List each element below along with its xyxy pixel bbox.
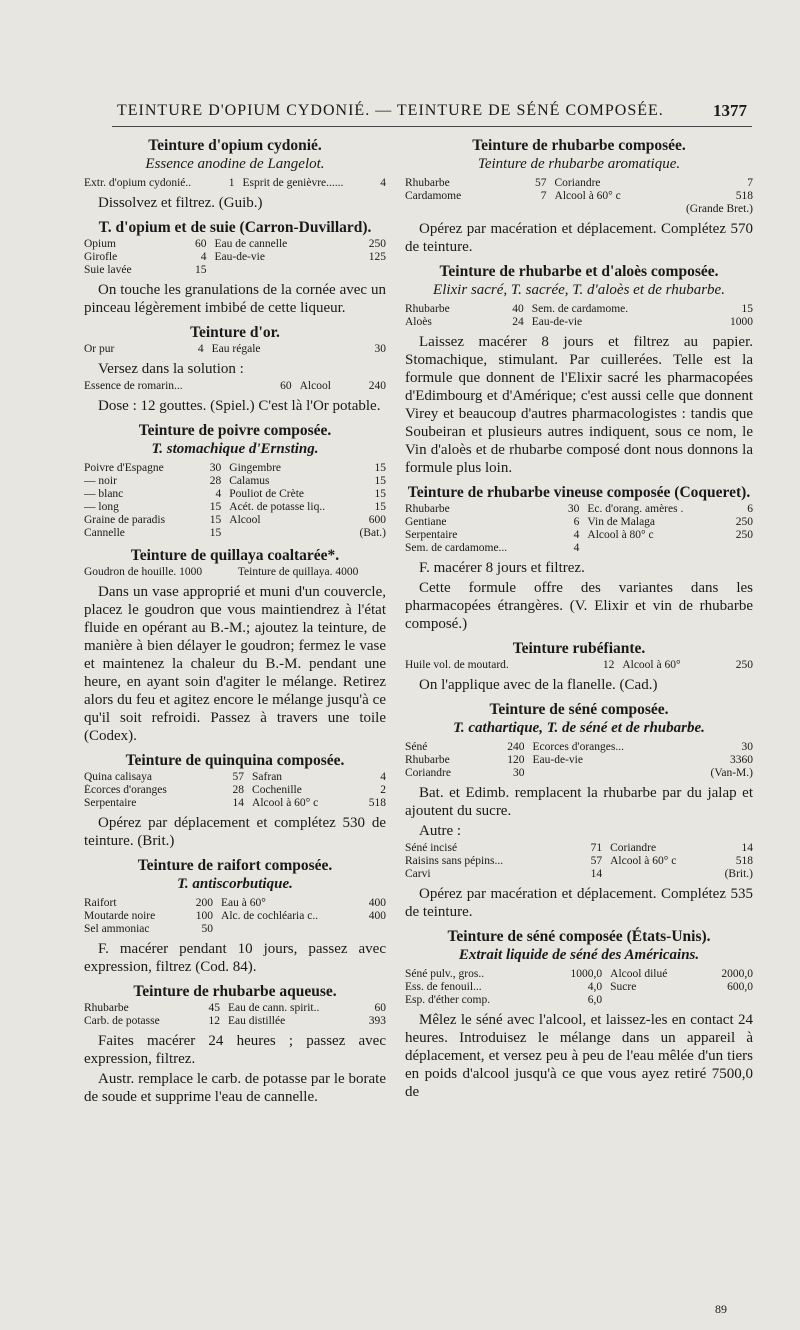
ingredient-quantity: (Grande Bret.) [685,203,753,215]
ingredient-table [84,566,386,579]
ingredient-table [84,238,386,277]
section-poivre [84,422,386,540]
ingredient-table [405,177,753,216]
ingredient-quantity: 400 [368,897,386,909]
running-title: TEINTURE D'OPIUM CYDONIÉ. — TEINTURE DE SÉNÉ COMPOSÉE. [117,102,664,119]
ingredient-name: Rhubarbe [84,1002,129,1014]
section-title: Teinture de rhubarbe composée. [472,137,686,154]
ingredient-quantity: 28 [209,475,222,487]
ingredient-quantity: 15 [741,303,753,315]
ingredient-row [405,303,753,316]
ingredient-row [84,784,386,797]
section-rhubarbe-aqueuse [84,983,386,1106]
ingredient-quantity: 45 [208,1002,221,1014]
ingredient-quantity: 60 [280,380,292,392]
ingredient-quantity: 30 [209,462,222,474]
instruction-text: Dose : 12 gouttes. (Spiel.) C'est là l'Or potable. [98,398,381,414]
ingredient-quantity: 518 [735,855,753,867]
ingredient-name: Alcool à 60° [622,659,681,671]
ingredient-name: Sucre [610,981,637,993]
ingredient-name [610,994,721,1007]
ingredient-name: Extr. d'opium cydonié.. [84,177,192,189]
ingredient-name: Goudron de houille. 1000 [84,566,203,578]
ingredient-name: Graine de paradis [84,514,166,526]
ingredient-name: Rhubarbe [405,303,450,315]
ingredient-table [405,303,753,329]
ingredient-quantity: 4 [215,488,222,500]
ingredient-name: Carb. de potasse [84,1015,160,1027]
instruction-text: Dans un vase approprié et muni d'un couvercle, placez le goudron que vous maintiendrez à l'état fluide en opérant au B.-M.; ajoutez la teinture, de manière à bien délayer le goudron; fermez le vase et maintenez la chaleur du B.-M. pendant une heure, en ayant soin d'agiter le mélange. Retirez alors du feu et agitez encore le mélange jusqu'à ce qu'il soit refroidi. Passez à travers une toile (Codex). [84,584,386,744]
ingredient-name: Cochenille [252,784,302,796]
ingredient-quantity [358,566,386,579]
ingredient-quantity: 4 [573,529,580,541]
ingredient-name: Ec. d'orang. amères . [587,503,684,515]
section-subtitle: T. stomachique d'Ernsting. [151,441,319,457]
section-title: Teinture d'or. [190,324,280,341]
ingredient-name: Gentiane [405,516,447,528]
ingredient-name: Alcool à 60° c [610,855,677,867]
ingredient-row [84,238,386,251]
instruction-text: Mêlez le séné avec l'alcool, et laissez-les en contact 24 heures. Introduisez le mélange dans un appareil à déplacement, et versez peu à peu de l'eau mêlée d'un tiers en poids d'alcool jusqu'à ce que vous ayez retiré 7500,0 de [405,1012,753,1100]
ingredient-quantity [356,264,386,277]
ingredient-quantity: 1 [228,177,235,189]
section-title: Teinture de séné composée. [489,701,669,718]
ingredient-quantity: 57 [590,855,603,867]
section-title: Teinture de rhubarbe vineuse composée (Coqueret). [407,484,751,501]
ingredient-quantity: 125 [368,251,386,263]
ingredient-quantity: (Brit.) [724,868,753,880]
instruction-text: Laissez macérer 8 jours et filtrez au papier. Stomachique, stimulant. Par cuillerées. Telle est la formule que donnent de l'Elixir sacré les pharmacopées d'Edimbourg et d'Amérique; c'est aussi celle que donnent Virey et beaucoup d'autres pharmacologistes : tandis que Soubeiran et plusieurs autres indiquent, sous ce nom, le Vin d'aloès et de rhubarbe composé dont nous donnons la formule plus loin. [405,334,753,476]
ingredient-row [84,1015,386,1028]
ingredient-quantity [723,542,753,555]
ingredient-name: Eau-de-vie [214,251,265,263]
ingredient-name [532,767,710,780]
ingredient-quantity: 15 [374,462,386,474]
ingredient-name: Eau distillée [228,1015,286,1027]
ingredient-name: Alcool à 60° c [252,797,319,809]
section-title: T. d'opium et de suie (Carron-Duvillard). [98,219,372,236]
ingredient-row [84,501,386,514]
ingredient-name: Huile vol. de moutard. [405,659,509,671]
instruction-text: F. macérer 8 jours et filtrez. [419,560,585,576]
instruction-text: Faites macérer 24 heures ; passez avec expression, filtrez. [84,1033,386,1067]
ingredient-quantity: 14 [590,868,603,880]
ingredient-quantity: 57 [232,771,245,783]
page-header [112,100,752,127]
ingredient-quantity: 14 [741,842,753,854]
ingredient-name: Cannelle [84,527,125,539]
ingredient-table [405,741,753,780]
section-title: Teinture d'opium cydonié. [148,137,322,154]
ingredient-name: Coriandre [610,842,657,854]
ingredient-quantity: 400 [368,910,386,922]
ingredient-name: Alcool à 60° c [554,190,621,202]
ingredient-row [405,968,753,981]
ingredient-table [84,462,386,540]
ingredient-row [84,462,386,475]
section-title: Teinture de rhubarbe aqueuse. [133,983,337,1000]
ingredient-name [221,923,356,936]
ingredient-name: Rhubarbe [405,177,450,189]
ingredient-name: Esp. d'éther comp. [405,994,491,1006]
ingredient-quantity: 6 [573,516,580,528]
ingredient-quantity: 24 [512,316,524,328]
ingredient-row [84,910,386,923]
ingredient-name [610,868,723,881]
ingredient-name: Alc. de cochléaria c.. [221,910,319,922]
ingredient-quantity: (Bat.) [359,527,386,539]
ingredient-name: Teinture de quillaya. 4000 [237,566,359,578]
ingredient-quantity: 28 [232,784,245,796]
ingredient-quantity: 12 [602,659,615,671]
ingredient-row [405,842,753,855]
ingredient-quantity: 518 [368,797,386,809]
ingredient-quantity: 57 [535,177,547,189]
ingredient-name: Girofle [84,251,118,263]
ingredient-quantity: 4 [200,251,207,263]
ingredient-row [405,516,753,529]
instruction-text: Autre : [419,823,462,839]
ingredient-name: Essence de romarin... [84,380,183,392]
ingredient-row [84,264,386,277]
ingredient-quantity: 2000,0 [721,968,753,980]
section-raifort [84,857,386,976]
ingredient-name: Eau de cann. spirit.. [228,1002,320,1014]
ingredient-table [84,1002,386,1028]
ingredient-name [214,264,356,277]
ingredient-quantity: (Van-M.) [710,767,753,779]
ingredient-name: Sel ammoniac [84,923,150,935]
ingredient-quantity: 4 [380,177,386,189]
ingredient-quantity: 1000,0 [570,968,603,980]
section-sene-composee [405,701,753,921]
ingredient-name: Écorces d'oranges [84,784,167,796]
ingredient-table [405,968,753,1007]
section-quinquina [84,752,386,850]
ingredient-row [84,380,386,393]
ingredient-name: Gingembre [229,462,281,474]
section-opium-cydonie [84,137,386,212]
ingredient-row [84,771,386,784]
ingredient-quantity: 15 [374,475,386,487]
ingredient-name: — noir [84,475,117,487]
ingredient-name: Cardamome [405,190,462,202]
ingredient-name: Suie lavée [84,264,132,276]
ingredient-quantity: 240 [368,380,386,392]
section-title: Teinture de poivre composée. [138,422,332,439]
ingredient-row [84,343,386,356]
ingredient-name: Eau-de-vie [532,754,583,766]
section-rhubarbe-aloes [405,263,753,477]
ingredient-name: Sem. de cardamome... [405,542,508,554]
ingredient-name: — blanc [84,488,124,500]
ingredient-table [405,503,753,555]
ingredient-name: Alcool [299,380,331,392]
section-sene-etats-unis [405,928,753,1101]
ingredient-quantity: 250 [735,659,753,671]
ingredient-name: Rhubarbe [405,503,450,515]
ingredient-name: Séné [405,741,428,753]
ingredient-table [84,343,386,356]
ingredient-quantity: 14 [232,797,245,809]
ingredient-quantity: 100 [195,910,214,922]
instruction-text: Dissolvez et filtrez. (Guib.) [98,195,263,211]
instruction-text: Versez dans la solution : [98,361,244,377]
ingredient-table [84,177,386,190]
ingredient-row [84,514,386,527]
ingredient-quantity: 30 [567,503,580,515]
ingredient-name: Coriandre [405,767,451,779]
section-subtitle: Teinture de rhubarbe aromatique. [477,156,681,172]
ingredient-name: Moutarde noire [84,910,156,922]
section-opium-suie [84,219,386,317]
section-rhubarbe-composee [405,137,753,256]
ingredient-name: Acét. de potasse liq.. [229,501,326,513]
ingredient-name: Alcool [229,514,261,526]
ingredient-row [84,251,386,264]
ingredient-name: Quina calisaya [84,771,153,783]
ingredient-name: Calamus [229,475,270,487]
ingredient-name [405,203,517,216]
ingredient-name: Sem. de cardamome. [531,303,629,315]
ingredient-name: Poivre d'Espagne [84,462,164,474]
ingredient-quantity: 15 [209,514,222,526]
section-title: Teinture de raifort composée. [137,857,333,874]
instruction-text: Opérez par macération et déplacement. Complétez 570 de teinture. [405,221,753,255]
ingredient-name: Raisins sans pépins... [405,855,504,867]
ingredient-row [84,177,386,190]
ingredient-quantity: 15 [209,501,222,513]
section-or [84,324,386,415]
ingredient-quantity: 60 [194,238,207,250]
ingredient-quantity: 4,0 [587,981,603,993]
section-title: Teinture de quinquina composée. [125,752,345,769]
ingredient-quantity: 40 [512,303,524,315]
ingredient-row [405,542,753,555]
section-quillaya [84,547,386,745]
instruction-text: Opérez par déplacement et complétez 530 de teinture. (Brit.) [84,815,386,849]
ingredient-row [405,855,753,868]
ingredient-name: Raifort [84,897,117,909]
ingredient-table [84,771,386,810]
ingredient-row [405,981,753,994]
ingredient-quantity [517,203,555,216]
ingredient-quantity: 4 [197,343,204,355]
instruction-text: On touche les granulations de la cornée avec un pinceau légèrement imbibé de cette liqueur. [84,282,386,316]
ingredient-table [405,842,753,881]
ingredient-name: Eau de cannelle [214,238,288,250]
ingredient-quantity: 15 [374,501,386,513]
section-subtitle: Elixir sacré, T. sacrée, T. d'aloès et de rhubarbe. [433,282,725,298]
page-number: 1377 [713,101,747,120]
ingredient-quantity [721,994,753,1007]
ingredient-name: Alcool à 80° c [587,529,654,541]
ingredient-quantity: 12 [208,1015,221,1027]
ingredient-quantity: 30 [374,343,386,355]
ingredient-quantity: 50 [201,923,214,935]
right-column [405,130,753,1103]
instruction-text: Cette formule offre des variantes dans les pharmacopées étrangères. (V. Elixir et vin de rhubarbe composé.) [405,580,753,632]
ingredient-name: Coriandre [554,177,601,189]
ingredient-row [84,897,386,910]
ingredient-name: Pouliot de Crète [229,488,305,500]
ingredient-name: Opium [84,238,116,250]
ingredient-name: Esprit de genièvre...... [242,177,344,189]
ingredient-quantity: 4 [380,771,386,783]
left-column [84,130,386,1108]
ingredient-quantity: 393 [368,1015,386,1027]
section-subtitle: Extrait liquide de séné des Américains. [458,947,700,963]
section-subtitle: T. cathartique, T. de séné et de rhubarbe. [453,720,705,736]
ingredient-row [84,923,386,936]
signature-mark: 89 [715,1302,727,1316]
ingredient-quantity: 120 [507,754,525,766]
ingredient-table [84,380,386,393]
section-title: Teinture de quillaya coaltarée*. [130,547,340,564]
ingredient-name: Eau à 60° [221,897,266,909]
ingredient-row [84,488,386,501]
ingredient-quantity: 250 [735,529,753,541]
ingredient-name: Ecorces d'oranges... [532,741,624,753]
ingredient-quantity: 6,0 [587,994,603,1006]
ingredient-quantity: 7 [747,177,753,189]
section-title: Teinture de séné composée (États-Unis). [447,928,711,945]
instruction-text: Opérez par macération et déplacement. Complétez 535 de teinture. [405,886,753,920]
ingredient-quantity: 71 [590,842,603,854]
ingredient-row [405,203,753,216]
ingredient-quantity: 30 [741,741,753,753]
section-rhubarbe-vineuse [405,484,753,633]
instruction-text: Austr. remplace le carb. de potasse par le borate de soude et supprime l'eau de cannelle. [84,1071,386,1105]
ingredient-quantity: 240 [507,741,525,753]
ingredient-row [405,659,753,672]
ingredient-quantity: 15 [374,488,386,500]
ingredient-name: Or pur [84,343,115,355]
ingredient-row [405,190,753,203]
ingredient-quantity: 1000 [730,316,753,328]
ingredient-name: Rhubarbe [405,754,450,766]
ingredient-row [84,797,386,810]
ingredient-quantity: 200 [195,897,214,909]
instruction-text: Bat. et Edimb. remplacent la rhubarbe par du jalap et ajoutent du sucre. [405,785,753,819]
ingredient-row [84,527,386,540]
section-title: Teinture rubéfiante. [512,640,646,657]
ingredient-quantity: 600,0 [727,981,753,993]
ingredient-quantity: 250 [368,238,386,250]
ingredient-name: Safran [252,771,283,783]
ingredient-name: Serpentaire [84,797,137,809]
ingredient-name: Carvi [405,868,431,880]
ingredient-row [405,741,753,754]
section-subtitle: Essence anodine de Langelot. [145,156,325,172]
ingredient-quantity: 600 [368,514,386,526]
ingredient-table [84,897,386,936]
ingredient-quantity: 4 [573,542,580,554]
ingredient-quantity: 2 [380,784,386,796]
ingredient-name: Ess. de fenouil... [405,981,482,993]
ingredient-quantity: 518 [735,190,753,202]
ingredient-quantity: 6 [747,503,753,515]
ingredient-quantity: 15 [194,264,207,276]
ingredient-quantity: 7 [540,190,547,202]
ingredient-row [405,754,753,767]
ingredient-row [405,177,753,190]
ingredient-quantity: 250 [735,516,753,528]
ingredient-row [405,529,753,542]
ingredient-row [405,994,753,1007]
ingredient-quantity: 60 [374,1002,386,1014]
ingredient-quantity [202,566,238,579]
ingredient-row [405,503,753,516]
ingredient-name [587,542,723,555]
ingredient-name: Alcool dilué [610,968,668,980]
ingredient-name: Vin de Malaga [587,516,656,528]
ingredient-name: Aloès [405,316,432,328]
ingredient-name: Serpentaire [405,529,458,541]
ingredient-name: Eau-de-vie [531,316,583,328]
ingredient-quantity: 30 [512,767,525,779]
instruction-text: On l'applique avec de la flanelle. (Cad.) [419,677,658,693]
ingredient-row [84,475,386,488]
ingredient-table [405,659,753,672]
section-title: Teinture de rhubarbe et d'aloès composée. [439,263,719,280]
section-subtitle: T. antiscorbutique. [177,876,293,892]
ingredient-name: Séné incisé [405,842,458,854]
ingredient-row [84,1002,386,1015]
ingredient-row [405,767,753,780]
ingredient-row [405,316,753,329]
ingredient-quantity: 15 [209,527,222,539]
ingredient-row [84,566,386,579]
ingredient-row [405,868,753,881]
section-rubefiante [405,640,753,694]
instruction-text: F. macérer pendant 10 jours, passez avec expression, filtrez (Cod. 84). [84,941,386,975]
ingredient-name [555,203,686,216]
ingredient-quantity: 3360 [730,754,753,766]
ingredient-name [229,527,356,540]
ingredient-quantity [356,923,386,936]
ingredient-name: Eau régale [211,343,261,355]
ingredient-name: — long [84,501,119,513]
ingredient-name: Séné pulv., gros.. [405,968,485,980]
